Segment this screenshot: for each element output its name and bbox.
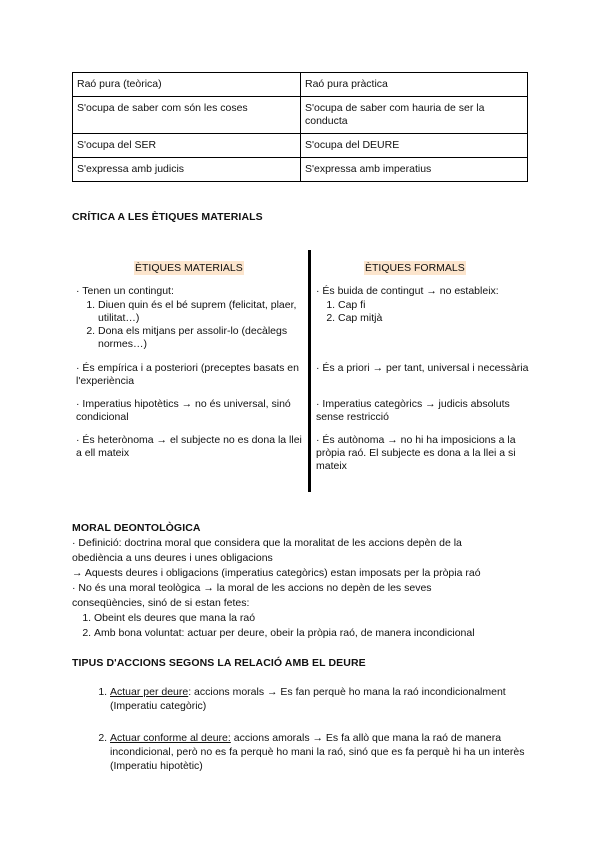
term-description: accions amorals → Es fa allò que mana la raó de manera incondicional, però no es fa perquè ho mani la raó, sinó que es fa perquè hi ha un interès (Imperatiu hipotètic) bbox=[110, 732, 525, 772]
tipus-list-wrapper bbox=[72, 685, 532, 791]
list-item: 2. Amb bona voluntat: actuar per deure, obeir la pròpia raó, de manera incondicional bbox=[94, 626, 542, 641]
formals-point-1 bbox=[316, 285, 531, 325]
term: Actuar conforme al deure: bbox=[110, 732, 231, 744]
table-cell: S'ocupa del SER bbox=[73, 134, 301, 158]
table-cell: Raó pura pràctica bbox=[301, 73, 528, 97]
formals-point-1-intro: · És buida de contingut → no estableix: bbox=[316, 285, 499, 297]
list-item bbox=[110, 731, 532, 773]
table-cell: S'ocupa del DEURE bbox=[301, 134, 528, 158]
moral-heading: MORAL DEONTOLÒGICA bbox=[72, 522, 201, 534]
text-line: obediència a uns deures i unes obligacions bbox=[72, 552, 273, 564]
column-divider bbox=[308, 250, 311, 492]
materials-point-2: · És empírica i a posteriori (preceptes basats en l'experiència bbox=[76, 362, 299, 387]
tipus-list bbox=[72, 685, 532, 773]
materials-heading bbox=[134, 262, 244, 274]
comparison-table bbox=[72, 72, 528, 182]
list-item bbox=[110, 685, 532, 713]
materials-point-3: · Imperatius hipotètics → no és universal, sinó condicional bbox=[76, 398, 291, 423]
materials-heading-text: ÈTIQUES MATERIALS bbox=[135, 262, 243, 274]
table-cell: S'expressa amb imperatius bbox=[301, 158, 528, 182]
table-row bbox=[73, 97, 528, 134]
table-cell: S'ocupa de saber com són les coses bbox=[73, 97, 301, 134]
moral-body bbox=[72, 536, 542, 641]
materials-point-1-list bbox=[76, 299, 301, 351]
formals-point-2: · És a priori → per tant, universal i necessària bbox=[316, 362, 529, 374]
materials-point-4: · És heterònoma → el subjecte no es dona la llei a ell mateix bbox=[76, 434, 302, 459]
materials-point-1 bbox=[76, 285, 301, 351]
tipus-heading: TIPUS D'ACCIONS SEGONS LA RELACIÓ AMB EL DEURE bbox=[72, 657, 366, 669]
text-line: · Definició: doctrina moral que considera que la moralitat de les accions depèn de la bbox=[72, 537, 462, 549]
moral-list bbox=[72, 611, 542, 641]
text-line: → Aquests deures i obligacions (imperatius categòrics) estan imposats per la pròpia raó bbox=[72, 567, 481, 579]
table-cell: S'ocupa de saber com hauria de ser la conducta bbox=[301, 97, 528, 134]
list-item: 1. Diuen quin és el bé suprem (felicitat, plaer, utilitat…) bbox=[98, 299, 301, 325]
table-row bbox=[73, 134, 528, 158]
formals-heading-text: ÈTIQUES FORMALS bbox=[365, 262, 465, 274]
list-item: 2. Cap mitjà bbox=[338, 312, 531, 325]
materials-point-1-intro: · Tenen un contingut: bbox=[76, 285, 174, 297]
formals-point-3: · Imperatius categòrics → judicis absoluts sense restricció bbox=[316, 398, 510, 423]
list-item: 2. Dona els mitjans per assolir-lo (decàlegs normes…) bbox=[98, 325, 301, 351]
formals-point-1-list bbox=[316, 299, 531, 325]
text-line: · No és una moral teològica → la moral de les accions no depèn de les seves bbox=[72, 582, 432, 594]
formals-heading bbox=[364, 262, 466, 274]
term-description: : accions morals → Es fan perquè ho mana la raó incondicionalment (Imperatiu categòric) bbox=[110, 686, 506, 712]
term: Actuar per deure bbox=[110, 686, 189, 698]
table-cell: Raó pura (teòrica) bbox=[73, 73, 301, 97]
list-item: 1. Obeint els deures que mana la raó bbox=[94, 611, 542, 626]
critica-heading: CRÍTICA A LES ÈTIQUES MATERIALS bbox=[72, 211, 263, 223]
list-item: 1. Cap fi bbox=[338, 299, 531, 312]
table-row bbox=[73, 158, 528, 182]
formals-point-4: · És autònoma → no hi ha imposicions a la pròpia raó. El subjecte es dona a la llei a si mateix bbox=[316, 434, 516, 472]
text-line: conseqüències, sinó de si estan fetes: bbox=[72, 597, 250, 609]
table-cell: S'expressa amb judicis bbox=[73, 158, 301, 182]
table-row bbox=[73, 73, 528, 97]
